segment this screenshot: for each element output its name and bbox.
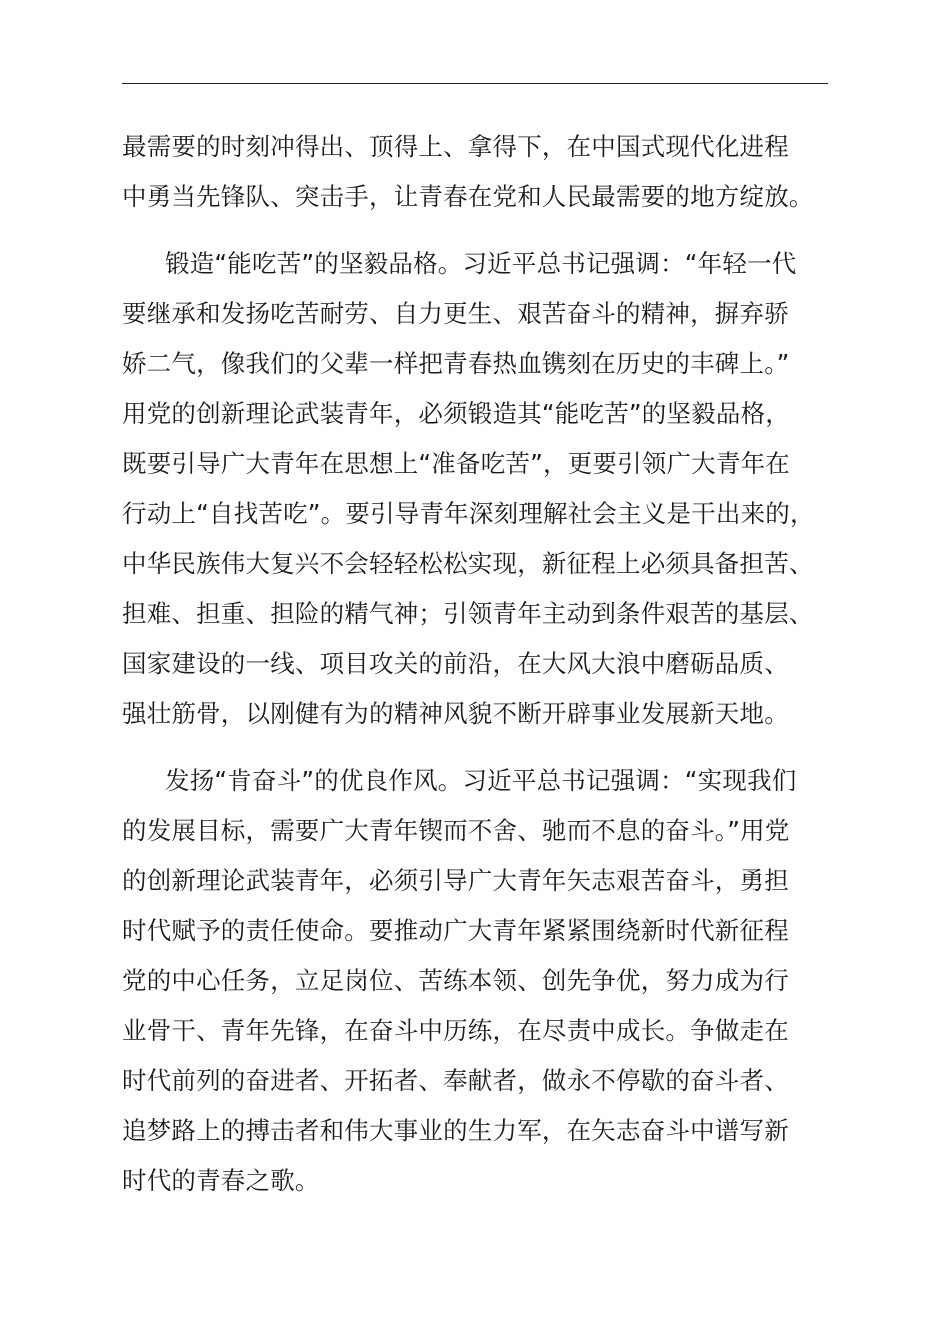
- paragraph-spacer: [122, 739, 834, 756]
- text-line: 行动上“自找苦吃”。要引导青年深刻理解社会主义是干出来的，: [122, 499, 815, 528]
- text-line: 时代赋予的责任使命。要推动广大青年紧紧围绕新时代新征程: [122, 916, 789, 945]
- text-line: 娇二气，像我们的父辈一样把青春热血镌刻在历史的丰碑上。”: [122, 349, 790, 378]
- document-body: [122, 122, 834, 1206]
- paragraph-strive: [122, 756, 834, 1206]
- text-line: 业骨干、青年先锋，在奋斗中历练，在尽责中成长。争做走在: [122, 1016, 789, 1045]
- text-line: 既要引导广大青年在思想上“准备吃苦”，更要引领广大青年在: [122, 449, 790, 478]
- text-line: 的发展目标，需要广大青年锲而不舍、驰而不息的奋斗。”用党: [122, 816, 790, 845]
- text-line: 中勇当先锋队、突击手，让青春在党和人民最需要的地方绽放。: [122, 182, 814, 211]
- text-line-first: 锻造“能吃苦”的坚毅品格。习近平总书记强调：“年轻一代: [165, 249, 797, 278]
- text-line-first: 发扬“肯奋斗”的优良作风。习近平总书记强调：“实现我们: [165, 766, 797, 795]
- text-line: 最需要的时刻冲得出、顶得上、拿得下，在中国式现代化进程: [122, 132, 789, 161]
- paragraph-endure-hardship: [122, 239, 834, 739]
- text-line: 国家建设的一线、项目攻关的前沿，在大风大浪中磨砺品质、: [122, 649, 789, 678]
- paragraph-continuation: [122, 122, 834, 222]
- header-divider: [122, 83, 828, 84]
- text-line: 时代前列的奋进者、开拓者、奉献者，做永不停歇的奋斗者、: [122, 1066, 789, 1095]
- text-line: 中华民族伟大复兴不会轻轻松松实现，新征程上必须具备担苦、: [122, 549, 814, 578]
- text-line: 的创新理论武装青年，必须引导广大青年矢志艰苦奋斗，勇担: [122, 866, 789, 895]
- text-line: 担难、担重、担险的精气神；引领青年主动到条件艰苦的基层、: [122, 599, 814, 628]
- paragraph-spacer: [122, 222, 834, 239]
- text-line: 追梦路上的搏击者和伟大事业的生力军，在矢志奋斗中谱写新: [122, 1116, 789, 1145]
- text-line: 强壮筋骨，以刚健有为的精神风貌不断开辟事业发展新天地。: [122, 699, 789, 728]
- text-line: 党的中心任务，立足岗位、苦练本领、创先争优，努力成为行: [122, 966, 789, 995]
- text-line: 用党的创新理论武装青年，必须锻造其“能吃苦”的坚毅品格，: [122, 399, 790, 428]
- text-line: 时代的青春之歌。: [122, 1166, 320, 1195]
- text-line: 要继承和发扬吃苦耐劳、自力更生、艰苦奋斗的精神，摒弃骄: [122, 299, 789, 328]
